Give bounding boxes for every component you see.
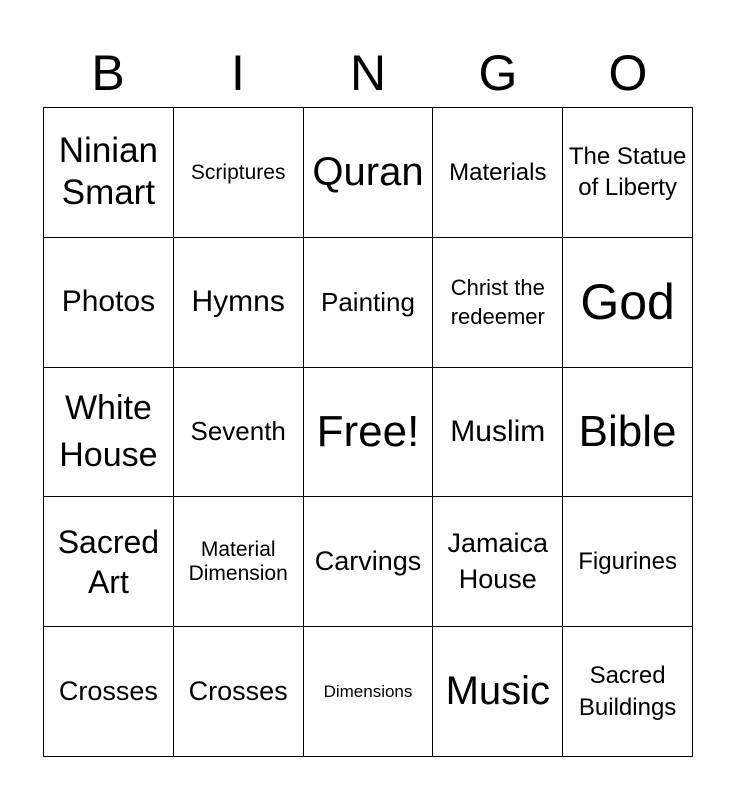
bingo-cell[interactable]: God xyxy=(563,238,693,368)
bingo-cell[interactable]: Scriptures xyxy=(174,108,304,238)
bingo-cell[interactable]: Crosses xyxy=(44,627,174,757)
header-letter-n: N xyxy=(349,45,387,101)
bingo-board xyxy=(43,107,693,757)
bingo-cell[interactable]: Material Dimension xyxy=(174,497,304,627)
bingo-cell[interactable]: Sacred Buildings xyxy=(563,627,693,757)
bingo-header xyxy=(43,38,693,108)
bingo-cell[interactable]: Music xyxy=(433,627,563,757)
bingo-cell[interactable]: White House xyxy=(44,368,174,498)
bingo-cell[interactable]: Painting xyxy=(304,238,434,368)
bingo-cell[interactable]: Carvings xyxy=(304,497,434,627)
bingo-cell[interactable]: Seventh xyxy=(174,368,304,498)
bingo-cell[interactable]: Dimensions xyxy=(304,627,434,757)
bingo-cell[interactable]: Hymns xyxy=(174,238,304,368)
header-letter-g: G xyxy=(478,45,518,101)
free-space[interactable]: Free! xyxy=(304,368,434,498)
bingo-cell[interactable]: Figurines xyxy=(563,497,693,627)
header-letter-i: I xyxy=(231,45,245,101)
bingo-cell[interactable]: The Statue of Liberty xyxy=(563,108,693,238)
bingo-cell[interactable]: Christ the redeemer xyxy=(433,238,563,368)
bingo-cell[interactable]: Jamaica House xyxy=(433,497,563,627)
bingo-cell[interactable]: Sacred Art xyxy=(44,497,174,627)
bingo-cell[interactable]: Muslim xyxy=(433,368,563,498)
bingo-cell[interactable]: Ninian Smart xyxy=(44,108,174,238)
header-letter-b: B xyxy=(91,45,125,101)
header-letter-o: O xyxy=(608,45,648,101)
bingo-cell[interactable]: Materials xyxy=(433,108,563,238)
bingo-cell[interactable]: Bible xyxy=(563,368,693,498)
bingo-cell[interactable]: Photos xyxy=(44,238,174,368)
bingo-cell[interactable]: Quran xyxy=(304,108,434,238)
bingo-cell[interactable]: Crosses xyxy=(174,627,304,757)
